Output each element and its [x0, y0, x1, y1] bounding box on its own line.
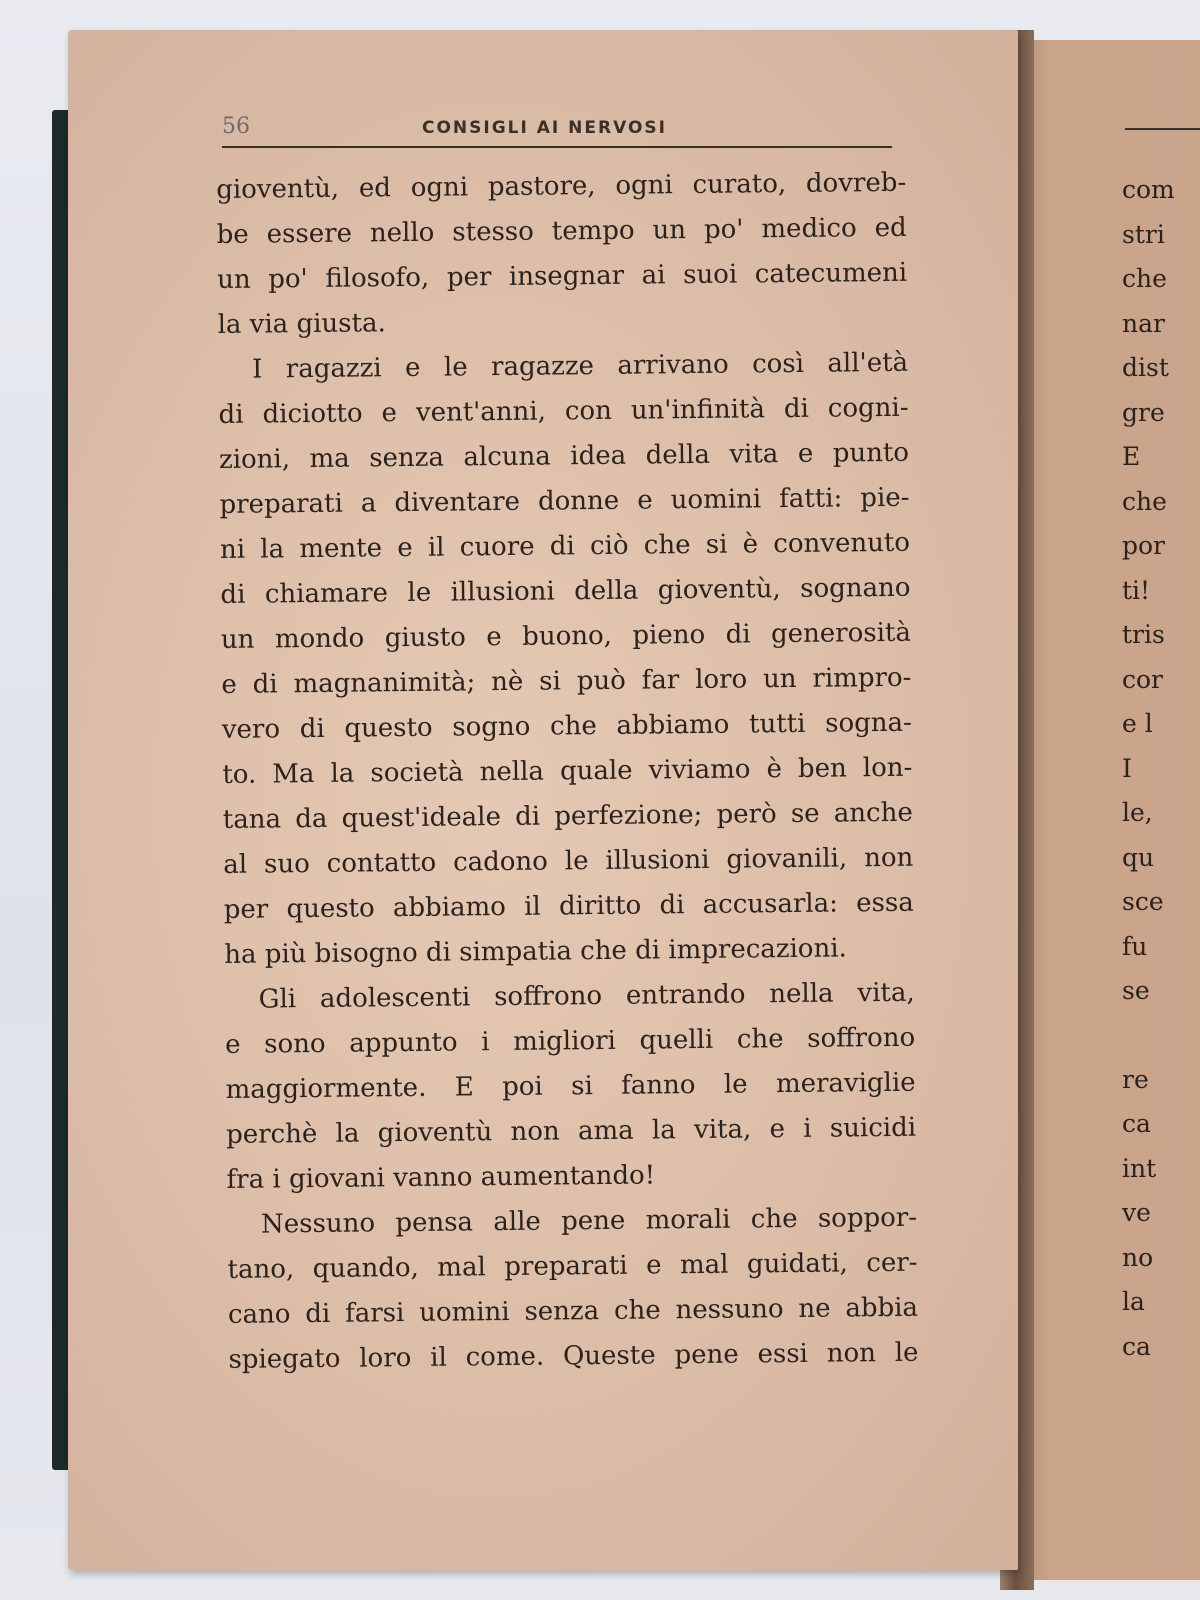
running-title: CONSIGLI AI NERVOSI [422, 118, 667, 138]
right-page-fragment: la [1122, 1287, 1145, 1316]
text-line: la via giusta. [217, 308, 386, 340]
right-page-header-rule [1125, 128, 1200, 130]
text-line: un mondo giusto e buono, pieno di generosità [220, 617, 912, 655]
text-line: to. Ma la società nella quale viviamo è ben lon- [222, 752, 913, 790]
right-page-fragment: stri [1122, 219, 1165, 249]
text-line: Gli adolescenti soffrono entrando nella vita, [258, 977, 915, 1015]
text-line: perchè la gioventù non ama la vita, e i suicidi [225, 1112, 917, 1150]
text-line: di chiamare le illusioni della gioventù, sognano [220, 572, 911, 610]
right-page-fragment: che [1122, 264, 1167, 293]
text-line: al suo contatto cadono le illusioni giovanili, non [223, 842, 914, 880]
right-page-fragment: fu [1122, 931, 1148, 961]
right-page-fragment: se [1122, 976, 1150, 1005]
right-page-fragment: ca [1122, 1109, 1151, 1138]
right-page-fragment: gre [1122, 397, 1165, 427]
text-line: fra i giovani vanno aumentando! [226, 1160, 656, 1195]
text-line: preparati a diventare donne e uomini fatti: pie- [219, 482, 910, 520]
text-line: Nessuno pensa alle pene morali che soppor- [260, 1202, 918, 1240]
right-page-fragment: E [1122, 442, 1141, 471]
right-page-fragment: e l [1122, 709, 1153, 738]
text-line: di diciotto e vent'anni, con un'infinità di cogni- [218, 392, 909, 430]
page-number: 56 [222, 114, 250, 139]
right-page-fragment: I [1122, 753, 1132, 783]
right-page-fragment: qu [1122, 842, 1155, 872]
right-page-fragment: sce [1122, 887, 1164, 916]
text-line: spiegato loro il come. Queste pene essi non le [228, 1337, 919, 1375]
text-line: e sono appunto i migliori quelli che soffrono [225, 1022, 916, 1060]
right-page-fragment: dist [1122, 353, 1169, 382]
text-line: gioventù, ed ogni pastore, ogni curato, dovreb- [216, 167, 907, 205]
right-page-fragment: le, [1122, 798, 1153, 827]
body-text [216, 161, 919, 1383]
right-page-fragment: ve [1122, 1198, 1151, 1227]
text-line: un po' filosofo, per insegnar ai suoi catecumeni [217, 257, 908, 295]
text-line: zioni, ma senza alcuna idea della vita e punto [218, 437, 910, 475]
right-page-fragment: ti! [1122, 575, 1151, 605]
right-page-fragment: int [1122, 1153, 1157, 1183]
right-page-fragment: com [1122, 175, 1175, 204]
text-line: I ragazzi e le ragazze arrivano così all'età [251, 347, 909, 385]
text-line: tano, quando, mal preparati e mal guidati, cer- [227, 1247, 918, 1285]
right-page-fragment: re [1122, 1064, 1149, 1094]
text-line: ha più bisogno di simpatia che di imprecazioni. [224, 933, 847, 970]
right-page-fragment: cor [1122, 664, 1164, 694]
text-line: e di magnanimità; nè si può far loro un rimpro- [221, 662, 912, 700]
text-line: tana da quest'ideale di perfezione; però se anche [222, 797, 913, 835]
text-line: per questo abbiamo il diritto di accusarla: essa [223, 887, 914, 925]
text-line: cano di farsi uomini senza che nessuno ne abbia [227, 1292, 919, 1330]
text-line: ni la mente e il cuore di ciò che si è convenuto [219, 527, 911, 565]
text-line: be essere nello stesso tempo un po' medico ed [216, 212, 907, 250]
right-page-text [1122, 168, 1200, 1369]
right-page-fragment: che [1122, 486, 1167, 516]
right-page-fragment: ca [1122, 1331, 1151, 1361]
right-page-fragment: tris [1122, 620, 1165, 649]
page-header [222, 112, 892, 148]
text-line: vero di questo sogno che abbiamo tutti sogna- [221, 707, 913, 745]
right-page-fragment: no [1122, 1242, 1154, 1272]
right-page-fragment: nar [1122, 308, 1165, 338]
right-page-fragment: por [1122, 531, 1166, 560]
text-line: maggiormente. E poi si fanno le meraviglie [225, 1067, 916, 1105]
